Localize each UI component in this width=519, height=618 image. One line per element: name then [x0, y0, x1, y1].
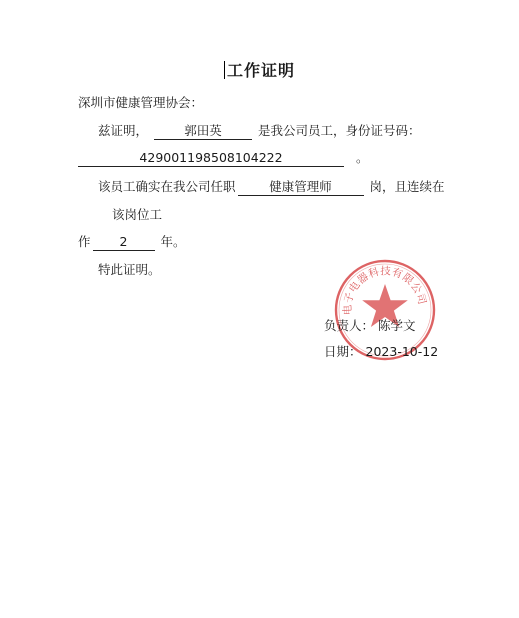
responsible-line: 负责人： 陈学文: [324, 318, 416, 333]
responsible-name: 陈学文: [378, 318, 416, 333]
name-field[interactable]: 郭田英: [154, 124, 252, 140]
closing-line: 特此证明。: [98, 262, 161, 277]
seal-text: 电子电器科技有限公司: [341, 265, 429, 316]
name-line: 兹证明， 郭田英 是我公司员工，身份证号码：: [98, 123, 421, 138]
years-line: 作 2 年。: [78, 234, 186, 249]
text-cursor: [224, 61, 225, 79]
addressee-line: 深圳市健康管理协会：: [78, 95, 204, 110]
document-title: 工作证明: [0, 58, 519, 81]
date-line: 日期： 2023-10-12: [324, 344, 439, 359]
position-line: 该员工确实在我公司任职 健康管理师 岗，且连续在: [98, 179, 445, 194]
id-number-field[interactable]: 429001198508104222: [78, 151, 344, 167]
position-field[interactable]: 健康管理师: [238, 180, 364, 196]
position-line-cont: 该岗位工: [112, 207, 163, 222]
date-value: 2023-10-12: [365, 344, 439, 359]
years-field[interactable]: 2: [93, 235, 155, 251]
id-line: 429001198508104222 。: [78, 148, 369, 167]
